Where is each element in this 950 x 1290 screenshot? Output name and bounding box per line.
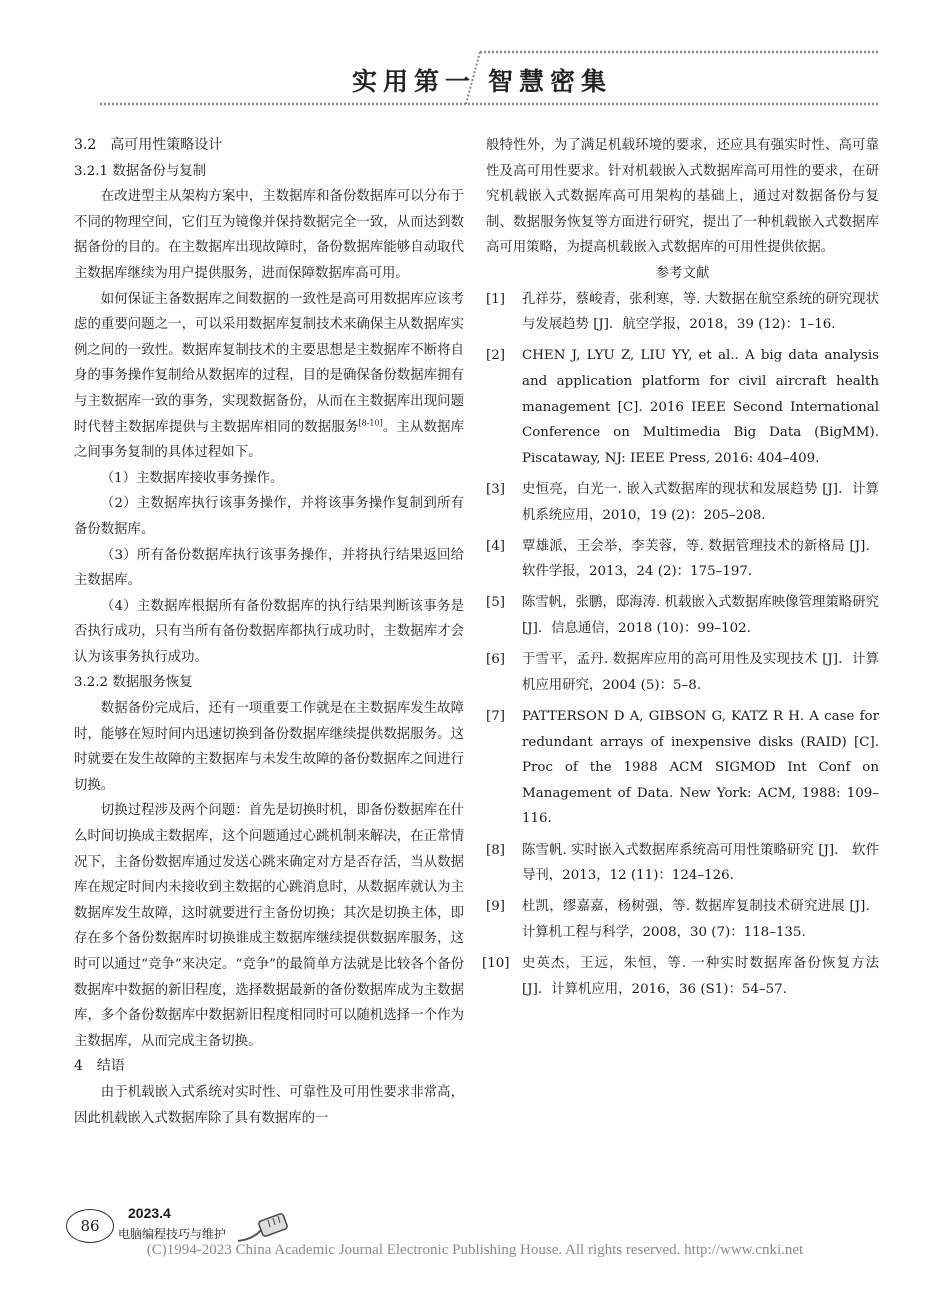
reference-text: 陈雪帆. 实时嵌入式数据库系统高可用性策略研究 [J]． 软件导刊，2013，12 (11)：124–126. <box>522 842 879 884</box>
header-title-right: 智慧密集 <box>488 67 613 96</box>
reference-item <box>486 287 879 338</box>
reference-number: [10] <box>482 956 510 972</box>
section-heading-3-2: 3.2 高可用性策略设计 <box>74 137 223 153</box>
paragraph <box>74 287 464 466</box>
reference-number: [6] <box>486 652 505 668</box>
paragraph: 由于机载嵌入式系统对实时性、可靠性及可用性要求非常高，因此机载嵌入式数据库除了具有数据库的一 <box>74 1084 464 1126</box>
section-heading-4: 4 结语 <box>74 1058 125 1075</box>
reference-number: [1] <box>486 291 505 307</box>
reference-number: [2] <box>486 348 505 364</box>
magazine-name: 电脑编程技巧与维护 <box>118 1227 227 1241</box>
reference-text: 于雪平，孟丹. 数据库应用的高可用性及实现技术 [J]．计算机应用研究，2004 (5)：5–8. <box>522 652 879 693</box>
paragraph: 切换过程涉及两个问题：首先是切换时机，即备份数据库在什么时间切换成主数据库，这个问题通过心跳机制来解决，在正常情况下，主备份数据库通过发送心跳来确定对方是否存活，当从数据库在规定时间内未接收到主数据的心跳消息时，从数据库就认为主数据库发生故障，这时就要进行主备份切换；其次是切换主体，即存在多个备份数据库时切换谁成主数据库继续提供数据库服务，这时可以通过“竞争”来决定。“竞争”的最简单方法就是比较各个备份数据库中数据的新旧程度，选择数据最新的备份数据库成为主数据库，多个备份数据库中数据新旧程度相同时可以随机选择一个作为主数据库，从而完成主备切换。 <box>74 803 464 1049</box>
paragraph-text: 。主从数据库之间事务复制的具体过程如下。 <box>74 419 465 461</box>
paragraph: 数据备份完成后，还有一项重要工作就是在主数据库发生故障时，能够在短时间内迅速切换到备份数据库继续提供数据服务。这时就要在发生故障的主数据库与未发生故障的备份数据库之间进行切换。 <box>74 701 464 793</box>
reference-number: [8] <box>486 842 505 858</box>
list-item: （2）主数据库执行该事务操作，并将该事务操作复制到所有备份数据库。 <box>74 496 464 537</box>
reference-text: 史英杰，王远，朱恒，等. 一种实时数据库备份恢复方法 [J]．计算机应用，2016，36 (S1)：54–57. <box>522 956 879 997</box>
left-column <box>74 133 464 1131</box>
reference-text: CHEN J, LYU Z, LIU YY, et al.. A big data analysis and application platform for civil aircraft health management [C]. 2016 IEEE Second International Conference on Multimedia Big Data (BigMM). Piscataway, NJ: IEEE Press, 2016: 404–409. <box>522 348 879 466</box>
paragraph: 在改进型主从架构方案中，主数据库和备份数据库可以分布于不同的物理空间，它们互为镜像并保持数据完全一致，从而达到数据备份的目的。在主数据库出现故障时，备份数据库能够自动取代主数据库继续为用户提供服务，进而保障数据库高可用。 <box>74 189 464 281</box>
reference-item <box>486 343 879 471</box>
network-cable-icon <box>236 1211 296 1245</box>
reference-number: [7] <box>486 709 505 725</box>
reference-number: [4] <box>486 538 505 554</box>
reference-text: 陈雪帆，张鹏，邸海涛. 机载嵌入式数据库映像管理策略研究 [J]．信息通信，2018 (10)：99–102. <box>522 595 879 637</box>
reference-text: 孔祥芬，蔡峻青，张利寒，等. 大数据在航空系统的研究现状与发展趋势 [J]．航空学报，2018，39 (12)：1–16. <box>522 291 879 333</box>
reference-number: [9] <box>486 899 505 915</box>
paragraph-text: 如何保证主备数据库之间数据的一致性是高可用数据库应该考虑的重要问题之一，可以采用数据库复制技术来确保主从数据库实例之间的一致性。数据库复制技术的主要思想是主数据库不断将自身的事务操作复制给从数据库的过程，目的是确保备份数据库拥有与主数据库一致的事务，实现数据备份，从而在主数据库出现问题时代替主数据库提供与主数据库相同的数据服务 <box>74 291 464 435</box>
reference-text: 史恒亮，白光一. 嵌入式数据库的现状和发展趋势 [J]．计算机系统应用，2010，19 (2)：205–208. <box>522 481 879 523</box>
reference-item <box>486 534 879 585</box>
references-list <box>482 287 879 1003</box>
reference-item <box>486 590 879 641</box>
reference-text: 覃雄派，王会举，李芙蓉，等. 数据管理技术的新格局 [J]．软件学报，2013，24 (2)：175–197. <box>522 538 879 580</box>
list-item: （1）主数据库接收事务操作。 <box>100 470 284 486</box>
copyright-notice: (C)1994-2023 China Academic Journal Electronic Publishing House. All rights reserved. http://www.cnki.net <box>146 1242 804 1258</box>
list-item: （3）所有备份数据库执行该事务操作，并将执行结果返回给主数据库。 <box>74 547 464 589</box>
reference-item <box>486 704 879 832</box>
list-item: （4）主数据库根据所有备份数据库的执行结果判断该事务是否执行成功，只有当所有备份数据库都执行成功时，主数据库才会认为该事务执行成功。 <box>74 598 464 665</box>
page-number: 86 <box>66 1209 114 1243</box>
reference-item <box>486 894 879 945</box>
references-title: 参考文献 <box>655 265 710 281</box>
reference-number: [3] <box>486 481 505 497</box>
right-column <box>482 133 879 1008</box>
reference-text: PATTERSON D A, GIBSON G, KATZ R H. A case for redundant arrays of inexpensive disks (RAID) [C]. Proc of the 1988 ACM SIGMOD Int Conf on Management of Data. New York: ACM, 1988: 109–116. <box>522 709 879 827</box>
reference-number: [5] <box>486 595 505 611</box>
issue-number: 2023.4 <box>128 1205 171 1221</box>
reference-item <box>486 647 879 698</box>
reference-text: 杜凯，缪嘉嘉，杨树强，等. 数据库复制技术研究进展 [J]．计算机工程与科学，2008，30 (7)：118–135. <box>522 899 879 940</box>
section-heading-3-2-1: 3.2.1 数据备份与复制 <box>74 163 207 179</box>
reference-item <box>486 477 879 528</box>
reference-item <box>486 838 879 889</box>
reference-item <box>482 951 879 1002</box>
page-header <box>0 0 950 112</box>
section-heading-3-2-2: 3.2.2 数据服务恢复 <box>74 675 193 691</box>
header-title-left: 实用第一 <box>352 67 477 96</box>
paragraph: 般特性外，为了满足机载环境的要求，还应具有强实时性、高可靠性及高可用性要求。针对机载嵌入式数据库高可用性的要求，在研究机载嵌入式数据库高可用架构的基础上，通过对数据备份与复制、数据服务恢复等方面进行研究，提出了一种机载嵌入式数据库高可用策略，为提高机载嵌入式数据库的可用性提供依据。 <box>486 138 879 256</box>
page-footer <box>66 1205 326 1245</box>
citation: [8-10] <box>358 418 383 428</box>
